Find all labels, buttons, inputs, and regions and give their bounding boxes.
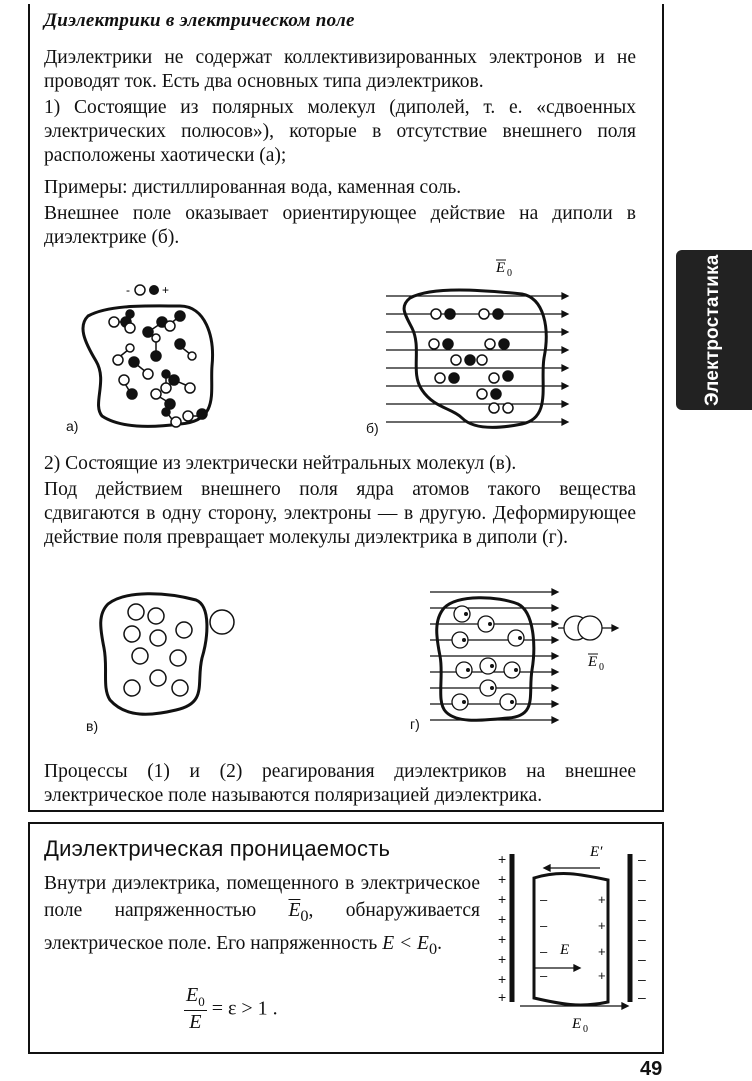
svg-text:–: –	[638, 989, 646, 1005]
paragraph-neutral: 2) Состоящие из электрически нейтральных молекул (в).	[44, 453, 517, 474]
vector-Eprime-label: E′	[590, 844, 603, 860]
figure-v-label: в)	[86, 718, 99, 734]
formula-numerator: E	[186, 984, 199, 1006]
svg-text:–: –	[638, 911, 646, 927]
svg-text:+: +	[498, 851, 507, 867]
figure-b-label: б)	[366, 420, 379, 436]
field-E0-sub: 0	[507, 268, 512, 279]
vector-E-label: E	[560, 942, 570, 958]
subscript: 0	[428, 939, 438, 958]
formula-permittivity	[184, 984, 278, 1034]
svg-text:+: +	[498, 971, 507, 987]
text-fragment: , обнаруживается электрическое поле. Его напряженность	[44, 900, 480, 954]
figure-b-polar-oriented	[382, 258, 572, 438]
svg-text:–: –	[540, 892, 548, 907]
paragraph-orientation: Внешнее поле оказывает ориентирующее действие на диполи в диэлектрике (б).	[44, 203, 636, 248]
figure-a-label: а)	[66, 418, 79, 434]
svg-text:–: –	[638, 871, 646, 887]
figure-g-label: г)	[410, 716, 420, 732]
svg-text:+: +	[598, 918, 606, 933]
figure-a-polar-chaotic	[70, 276, 240, 436]
paragraph-polarization: Процессы (1) и (2) реагирования диэлектриков на внешнее электрическое поле называются поляризацией диэлектрика.	[44, 761, 636, 806]
subscript: 0	[198, 994, 205, 1009]
svg-text:+: +	[598, 892, 606, 907]
svg-text:–: –	[540, 944, 548, 959]
svg-text:+: +	[498, 871, 507, 887]
paragraph-examples: Примеры: дистиллированная вода, каменная соль.	[44, 177, 462, 198]
figure-g-induced-dipoles	[428, 586, 628, 736]
vector-E0: $\overline{E}$	[288, 900, 301, 921]
field-E0-sub-g: 0	[599, 662, 604, 673]
formula-rhs: = ε > 1 .	[211, 997, 278, 1020]
svg-text:+: +	[498, 951, 507, 967]
text-fragment: .	[437, 932, 442, 954]
side-tab-label: Электростатика	[702, 254, 723, 406]
svg-text:–: –	[638, 891, 646, 907]
svg-text:–: –	[638, 931, 646, 947]
formula-denominator: E	[189, 1011, 202, 1033]
page-number: 49	[640, 1058, 663, 1080]
paragraph-polar: 1) Состоящие из полярных молекул (диполей, т. е. «сдвоенных электрических полюсов»), которые в отсутствие внешнего поля расположены хаотически (а);	[44, 97, 636, 166]
capacitor-diagram	[490, 834, 660, 1034]
paragraph-deformation: Под действием внешнего поля ядра атомов такого вещества сдвигаются в одну сторону, электроны — в другую. Деформирующее действие поля превращает молекулы диэлектрика в диполи (г).	[44, 479, 636, 548]
vector-E0-label: E	[572, 1016, 582, 1032]
legend-plus: +	[162, 283, 170, 297]
side-tab	[676, 250, 752, 410]
svg-text:+: +	[498, 989, 507, 1005]
paragraph-permittivity	[44, 870, 480, 963]
svg-text:+: +	[498, 891, 507, 907]
figure-v-neutral	[96, 588, 246, 718]
subscript: 0	[300, 906, 309, 925]
field-E0-label-g: E	[588, 654, 598, 670]
svg-text:–: –	[540, 968, 548, 983]
svg-text:–: –	[638, 971, 646, 987]
legend-minus: -	[126, 283, 130, 297]
svg-text:–: –	[638, 951, 646, 967]
svg-text:–: –	[638, 851, 646, 867]
svg-text:+: +	[598, 968, 606, 983]
svg-text:+: +	[498, 931, 507, 947]
paragraph-intro: Диэлектрики не содержат коллективизированных электронов и не проводят ток. Есть два основных типа диэлектриков.	[44, 47, 636, 92]
section2-title: Диэлектрическая проницаемость	[44, 836, 391, 861]
inequality: E < E	[382, 932, 429, 954]
svg-text:+: +	[598, 944, 606, 959]
field-E0-label: E	[496, 260, 506, 276]
section-title: Диэлектрики в электрическом поле	[44, 10, 355, 31]
text-fragment: Внутри диэлектрика, помещенного в электрическое поле напряженностью	[44, 873, 480, 921]
svg-text:+: +	[498, 911, 507, 927]
vector-E0-sub: 0	[583, 1024, 588, 1035]
svg-text:–: –	[540, 918, 548, 933]
